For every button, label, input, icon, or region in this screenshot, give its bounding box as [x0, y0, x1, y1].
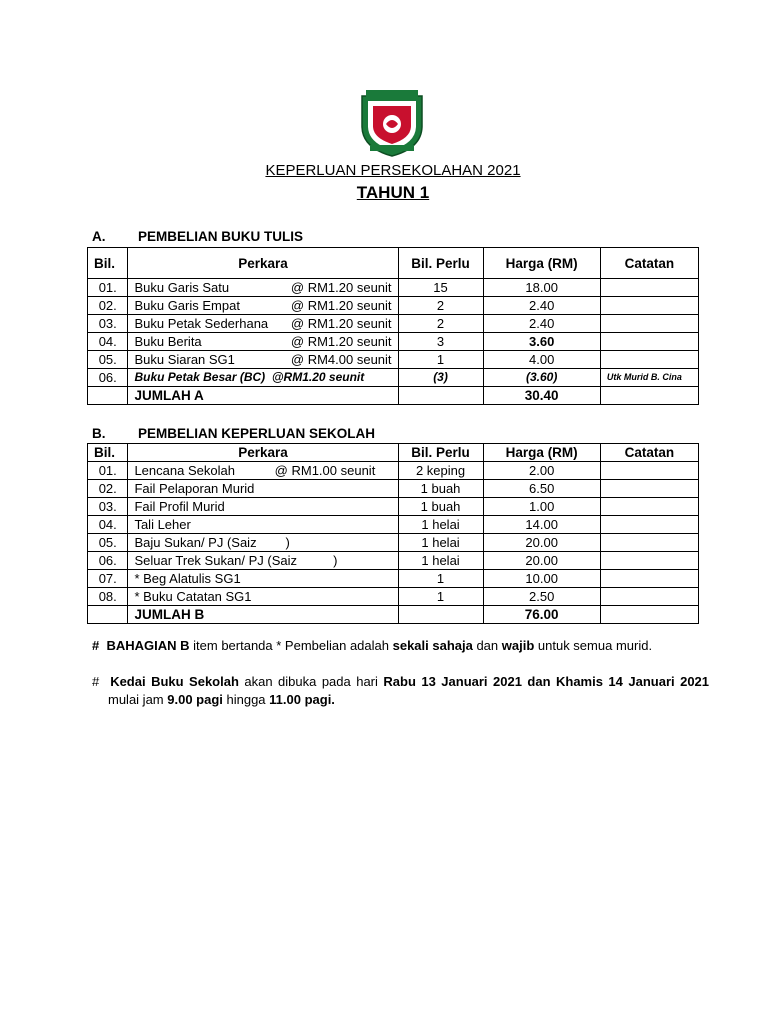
item-unit-price: @ RM1.00 seunit: [274, 463, 376, 478]
total-empty-cell: [600, 606, 698, 624]
row-price: 2.40: [483, 315, 600, 333]
row-price: 3.60: [483, 333, 600, 351]
row-number: 03.: [88, 498, 128, 516]
total-value: 76.00: [483, 606, 600, 624]
note-start-time: 9.00 pagi: [167, 692, 223, 707]
row-price: 4.00: [483, 351, 600, 369]
note-bahagian-b: [92, 637, 693, 655]
item-unit-price: @ RM1.20 seunit: [290, 298, 392, 313]
item-name: Lencana Sekolah: [134, 463, 235, 478]
row-number: 01.: [88, 279, 128, 297]
section-a-heading: [92, 229, 303, 244]
row-price: 2.40: [483, 297, 600, 315]
col-header-harga: Harga (RM): [483, 444, 600, 462]
total-empty-cell: [600, 387, 698, 405]
note-text: akan dibuka pada hari: [238, 674, 384, 689]
row-price: 6.50: [483, 480, 600, 498]
table-row: [88, 534, 699, 552]
col-header-bil-perlu: Bil. Perlu: [398, 248, 483, 279]
row-number: 01.: [88, 462, 128, 480]
page-subtitle: TAHUN 1: [356, 183, 430, 202]
table-row: [88, 369, 699, 387]
row-number: 06.: [88, 552, 128, 570]
row-note: [600, 333, 698, 351]
note-end-time: 11.00 pagi.: [269, 692, 335, 707]
table-header-row: [88, 248, 699, 279]
row-qty: 1 buah: [398, 480, 483, 498]
row-number: 08.: [88, 588, 128, 606]
total-row: [88, 387, 699, 405]
row-qty: 1: [398, 570, 483, 588]
total-empty-cell: [398, 387, 483, 405]
section-b-title: PEMBELIAN KEPERLUAN SEKOLAH: [138, 426, 376, 441]
total-value: 30.40: [483, 387, 600, 405]
section-a-letter: A.: [92, 229, 106, 244]
row-price: (3.60): [483, 369, 600, 387]
note-text: hingga: [222, 692, 270, 707]
row-item: [128, 297, 398, 315]
note-label: BAHAGIAN B: [106, 638, 190, 653]
table-row: [88, 462, 699, 480]
note-text: item bertanda * Pembelian adalah: [189, 638, 393, 653]
item-unit-price: @ RM1.20 seunit: [290, 280, 392, 295]
row-qty: 3: [398, 333, 483, 351]
row-note: [600, 534, 698, 552]
item-name: Fail Pelaporan Murid: [128, 480, 398, 498]
note-hash: #: [92, 638, 100, 653]
section-b-heading: [92, 426, 375, 441]
item-name: Tali Leher: [128, 516, 398, 534]
row-note: [600, 462, 698, 480]
row-qty: (3): [398, 369, 483, 387]
item-unit-price: @ RM4.00 seunit: [290, 352, 392, 367]
item-name: Fail Profil Murid: [128, 498, 398, 516]
item-name: Buku Garis Empat: [134, 298, 240, 313]
total-row: [88, 606, 699, 624]
row-qty: 1 buah: [398, 498, 483, 516]
table-row: [88, 279, 699, 297]
row-number: 03.: [88, 315, 128, 333]
row-qty: 1 helai: [398, 534, 483, 552]
row-item: [128, 351, 398, 369]
table-row: [88, 516, 699, 534]
note-emphasis: Kedai Buku Sekolah: [110, 674, 239, 689]
col-header-bil: Bil.: [88, 248, 128, 279]
note-emphasis: sekali sahaja: [392, 638, 473, 653]
item-name: Buku Siaran SG1: [134, 352, 235, 367]
note-text: dan: [472, 638, 502, 653]
row-note: [600, 516, 698, 534]
row-note: [600, 297, 698, 315]
col-header-perkara: Perkara: [128, 444, 398, 462]
row-note: [600, 351, 698, 369]
row-qty: 15: [398, 279, 483, 297]
note-kedai-buku: [92, 673, 709, 709]
row-number: 04.: [88, 516, 128, 534]
row-number: 06.: [88, 369, 128, 387]
row-note: Utk Murid B. Cina: [600, 369, 698, 387]
row-item: [128, 333, 398, 351]
item-name: * Beg Alatulis SG1: [128, 570, 398, 588]
table-header-row: [88, 444, 699, 462]
item-unit-price: @ RM1.20 seunit: [290, 334, 392, 349]
total-empty-cell: [88, 387, 128, 405]
col-header-harga: Harga (RM): [483, 248, 600, 279]
row-price: 18.00: [483, 279, 600, 297]
item-name: Buku Petak Besar (BC): [134, 370, 266, 384]
row-price: 10.00: [483, 570, 600, 588]
note-hash: #: [92, 674, 100, 689]
row-qty: 2: [398, 315, 483, 333]
item-unit-price: @RM1.20 seunit: [271, 370, 365, 384]
note-emphasis: wajib: [501, 638, 535, 653]
row-number: 02.: [88, 297, 128, 315]
item-name: * Buku Catatan SG1: [128, 588, 398, 606]
col-header-bil-perlu: Bil. Perlu: [398, 444, 483, 462]
row-number: 05.: [88, 351, 128, 369]
table-row: [88, 498, 699, 516]
table-b: [87, 443, 699, 624]
row-note: [600, 480, 698, 498]
row-note: [600, 588, 698, 606]
item-unit-price: @ RM1.20 seunit: [290, 316, 392, 331]
table-row: [88, 351, 699, 369]
note-text: untuk semua murid.: [534, 638, 653, 653]
table-row: [88, 588, 699, 606]
row-note: [600, 279, 698, 297]
total-empty-cell: [88, 606, 128, 624]
col-header-perkara: Perkara: [128, 248, 398, 279]
item-name: Buku Berita: [134, 334, 202, 349]
total-label: JUMLAH A: [128, 387, 398, 405]
section-a-title: PEMBELIAN BUKU TULIS: [138, 229, 303, 244]
item-name: Baju Sukan/ PJ (Saiz ): [128, 534, 398, 552]
row-note: [600, 570, 698, 588]
total-empty-cell: [398, 606, 483, 624]
col-header-catatan: Catatan: [600, 248, 698, 279]
row-note: [600, 498, 698, 516]
item-name: Seluar Trek Sukan/ PJ (Saiz ): [128, 552, 398, 570]
table-row: [88, 570, 699, 588]
row-qty: 2 keping: [398, 462, 483, 480]
row-price: 2.50: [483, 588, 600, 606]
total-label: JUMLAH B: [128, 606, 398, 624]
row-item: [128, 279, 398, 297]
row-note: [600, 552, 698, 570]
table-row: [88, 333, 699, 351]
row-item: [128, 462, 398, 480]
row-price: 20.00: [483, 552, 600, 570]
row-price: 2.00: [483, 462, 600, 480]
row-note: [600, 315, 698, 333]
item-name: Buku Garis Satu: [134, 280, 230, 295]
item-name: Buku Petak Sederhana: [134, 316, 269, 331]
row-price: 20.00: [483, 534, 600, 552]
col-header-catatan: Catatan: [600, 444, 698, 462]
row-qty: 1 helai: [398, 552, 483, 570]
row-price: 14.00: [483, 516, 600, 534]
row-number: 02.: [88, 480, 128, 498]
section-b-letter: B.: [92, 426, 106, 441]
col-header-bil: Bil.: [88, 444, 128, 462]
note-text: mulai jam: [108, 692, 168, 707]
row-qty: 2: [398, 297, 483, 315]
table-row: [88, 315, 699, 333]
row-price: 1.00: [483, 498, 600, 516]
row-number: 05.: [88, 534, 128, 552]
row-qty: 1: [398, 351, 483, 369]
row-qty: 1: [398, 588, 483, 606]
table-row: [88, 480, 699, 498]
table-a: [87, 247, 699, 405]
row-number: 07.: [88, 570, 128, 588]
row-item: [128, 315, 398, 333]
row-item: [128, 369, 398, 387]
table-row: [88, 297, 699, 315]
row-number: 04.: [88, 333, 128, 351]
note-dates: Rabu 13 Januari 2021 dan Khamis 14 Januari 2021: [383, 674, 710, 689]
school-crest-logo: [356, 86, 428, 158]
row-qty: 1 helai: [398, 516, 483, 534]
table-row: [88, 552, 699, 570]
page-title: KEPERLUAN PERSEKOLAHAN 2021: [265, 162, 521, 179]
